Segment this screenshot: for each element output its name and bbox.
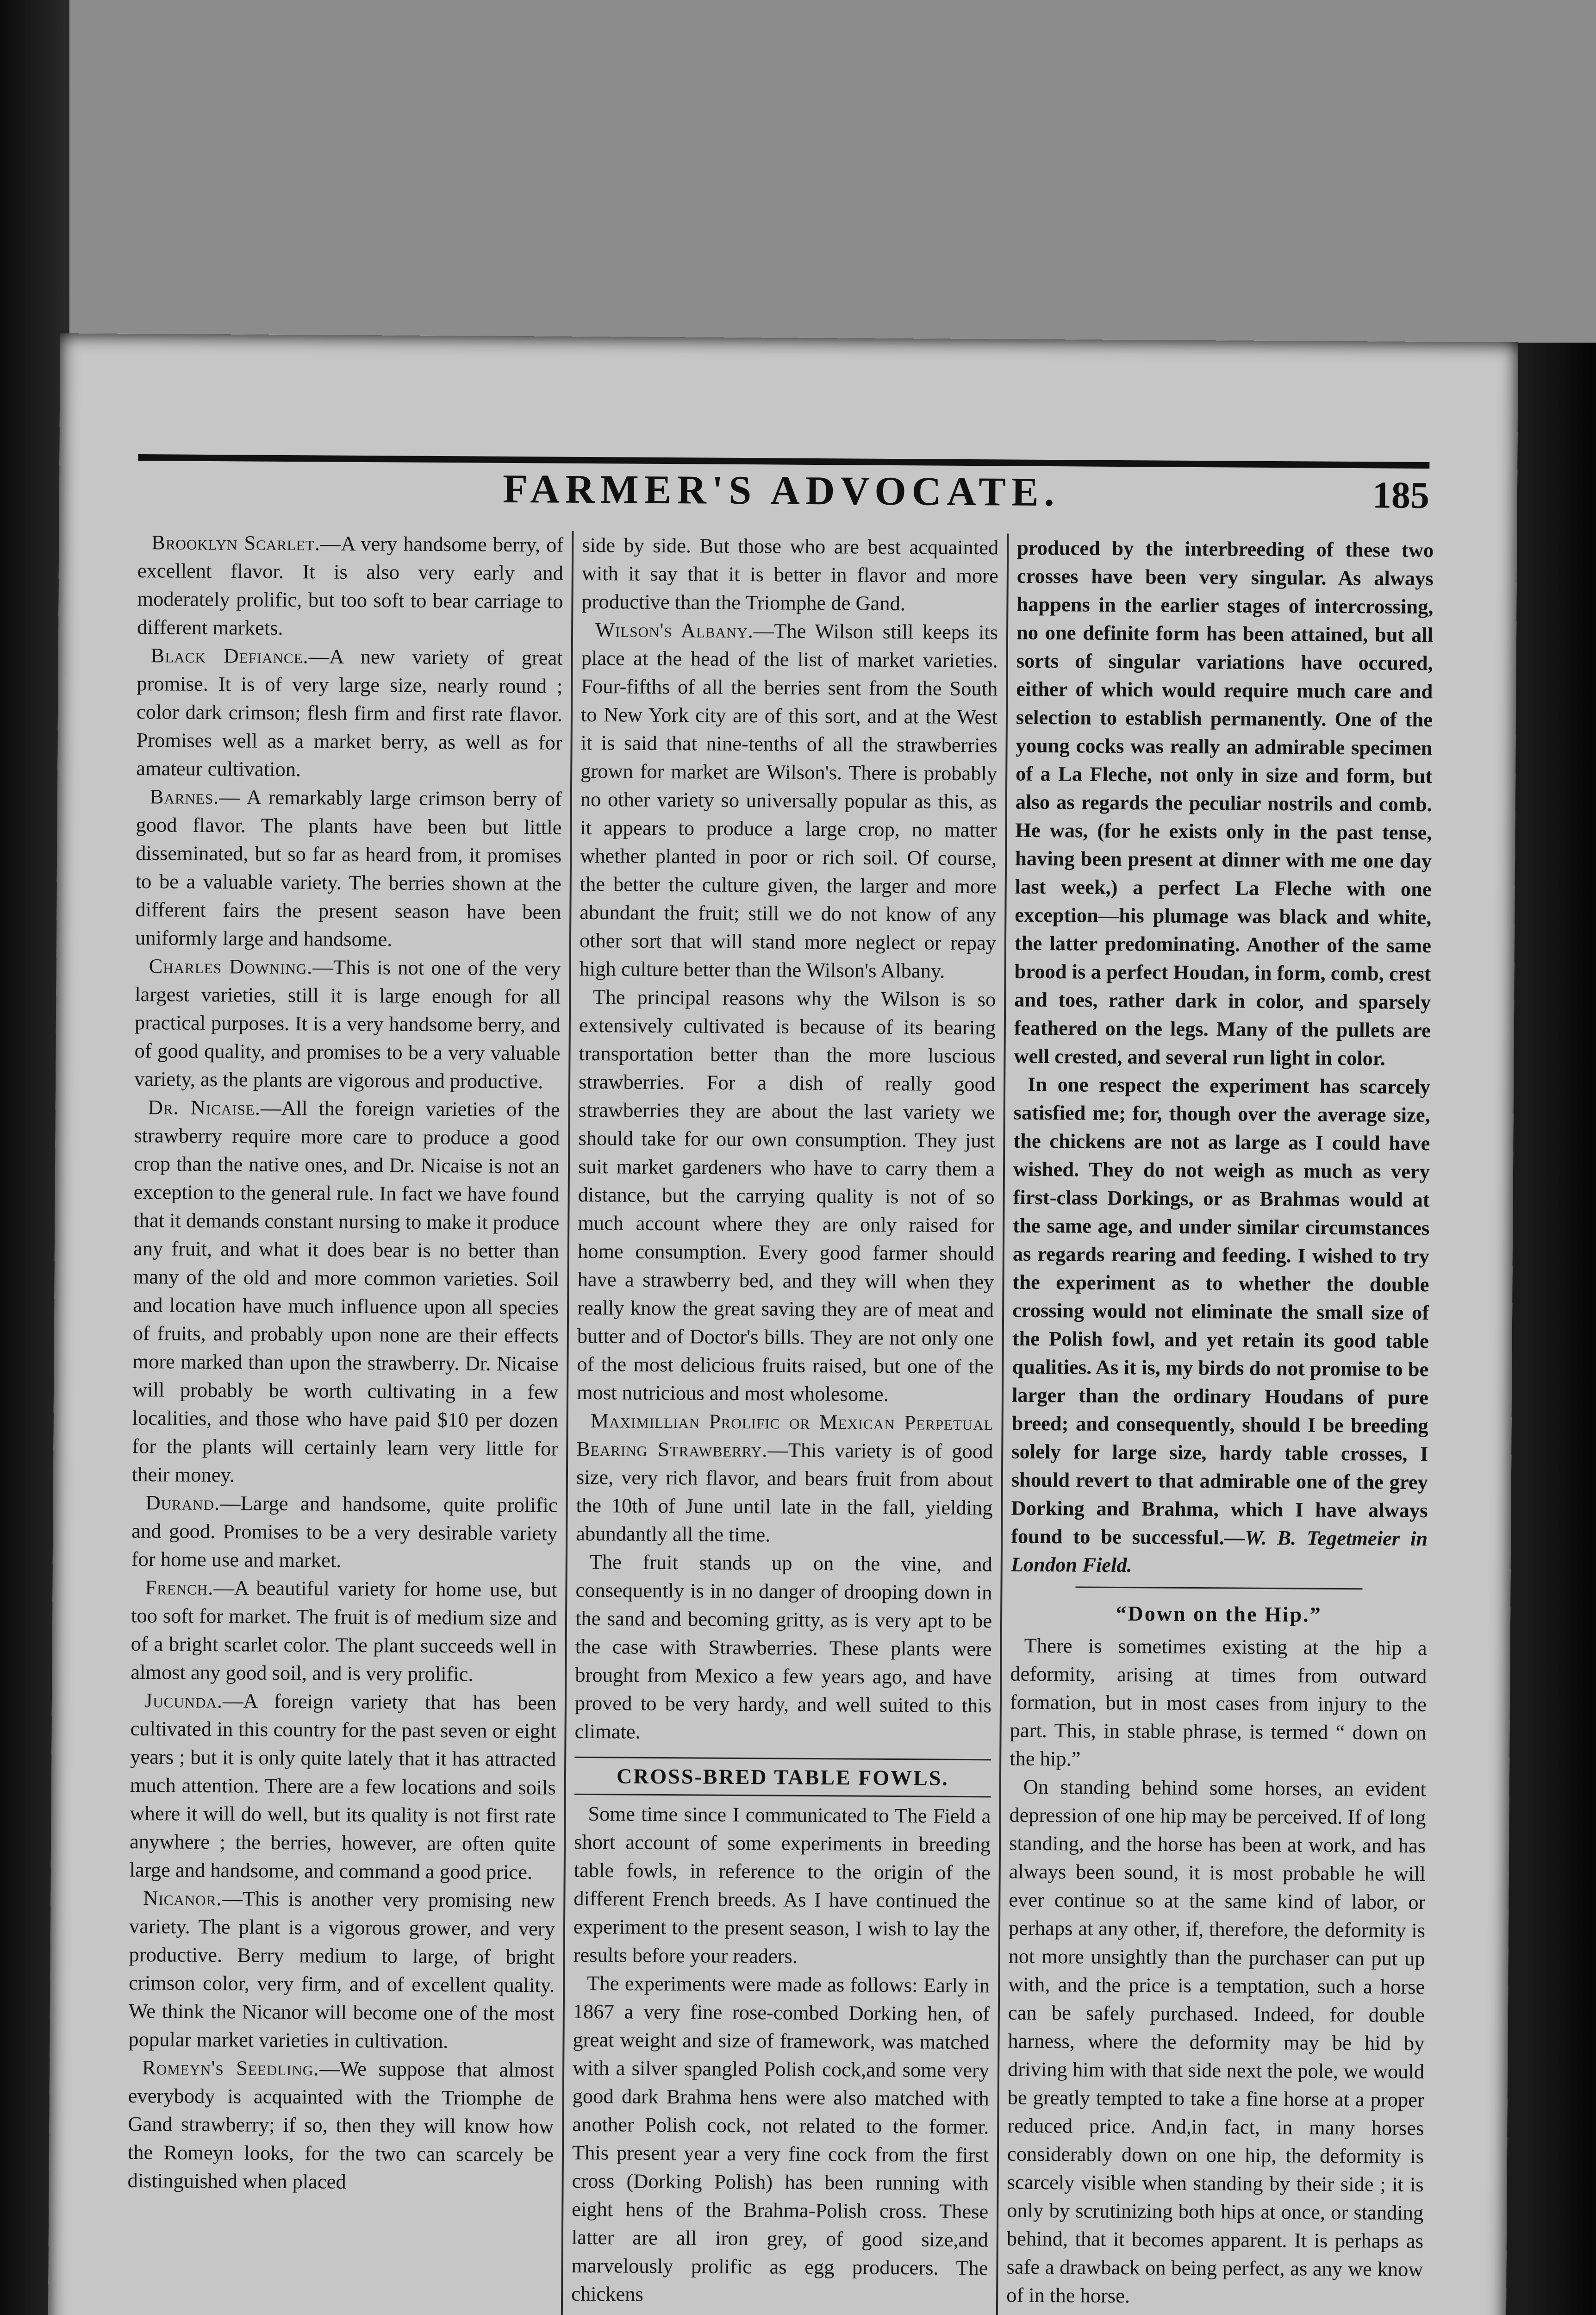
signature: W. B. Tegetmeier in London Field. <box>1010 1526 1428 1577</box>
paragraph: There is sometimes existing at the hip a deformity, arising at times from outward formation, but in most cases from injury to the part. This, in stable phrase, is termed “ down on the hip.” <box>1010 1633 1427 1771</box>
column-1 <box>125 528 563 2315</box>
paragraph-text: —A beautiful variety for home use, but too soft for market. The fruit is of medium size and of a bright scarlet color. The plant succeeds well in almost any good soil, and is very prolific. <box>131 1576 557 1686</box>
newspaper-page <box>46 333 1518 2315</box>
paragraph: Some time since I communicated to The Field a short account of some experiments in breeding table fowls, in reference to the origin of the different French breeds. As I have continued the experiment to the present season, I wish to lay the results before your readers. <box>573 1802 991 1968</box>
variety-name: Charles Downing. <box>149 954 313 979</box>
paragraph-text: —A foreign variety that has been cultivated in this country for the past seven or eight years ; but it is only quite lately that it has attracted much attention. There are a few locations and soils where it will do well, but its quality is not first rate anywhere ; the berries, however, are often quite large and handsome, and command a good price. <box>129 1689 557 1884</box>
paragraph <box>131 1489 558 1576</box>
paragraph <box>1011 1070 1431 1581</box>
variety-name: Durand. <box>145 1491 220 1515</box>
variety-name: Maximillian Prolific or Mexican Perpetual Bearing Strawberry. <box>576 1409 993 1462</box>
variety-name: French. <box>145 1576 214 1600</box>
variety-name: Wilson's Albany. <box>595 618 754 643</box>
paragraph: The fruit stands up on the vine, and consequently is in no danger of drooping down in the sand and becoming gritty, as is very apt to be the case with Strawberries. These plants were brought from Mexico a few years ago, and have proved to be very hardy, and well suited to this climate. <box>574 1550 992 1743</box>
article-heading: “Down on the Hip.” <box>1116 1601 1322 1627</box>
paragraph: The experiments were made as follows: Early in 1867 a very fine rose-combed Dorking hen, of great weight and size of framework, was matched with a silver spangled Polish cock,and some very good dark Brahma hens were also matched with another Polish cock, not related to the former. This present year a very fine cock from the first cross (Dorking Polish) has been running with eight hens of the Brahma-Polish cross. These latter are all iron grey, of good size,and marvelously prolific as egg producers. The chickens <box>571 1971 990 2306</box>
paragraph-text: —This variety is of good size, very rich flavor, and bears fruit from about the 10th of June until late in the fall, yielding abundantly all the time. <box>576 1438 993 1546</box>
paragraph-text: —This is another very promising new variety. The plant is a vigorous grower, and very productive. Berry medium to large, of bright crimson color, very firm, and of excellent quality. We think the Nicanor will become one of the most popular market varieties in cultivation. <box>128 1887 555 2053</box>
paragraph-text: —Large and handsome, quite prolific and good. Promises to be a very desirable variety for home use and market. <box>131 1491 558 1572</box>
variety-name: Dr. Nicaise. <box>148 1095 261 1120</box>
paragraph-text: —We suppose that almost everybody is acquainted with the Triomphe de Gand strawberry; if so, then they will know how the Romeyn looks, for the two can scarcely be distinguished when placed <box>127 2057 555 2193</box>
paragraph <box>579 616 998 985</box>
variety-name: Nicanor. <box>143 1886 222 1910</box>
paragraph-text: —The Wilson still keeps its place at the head of the list of market varieties. Four-fifths of all the berries sent from the South to New York city are of this sort, and at the West it is said that nine-tenths of all the strawberries grown for market are Wilson's. There is probably no other variety so universally popular as this, as it appears to produce a large crop, no matter whether planted in poor or rich soil. Of course, the better the culture given, the larger and more abundant the fruit; still we do not know of any other sort that will stand more neglect or repay high culture better than the Wilson's Albany. <box>579 619 998 982</box>
paragraph: On standing behind some horses, an evident depression of one hip may be perceived. If of long standing, and the horse has been at work, and has always been sound, it is most probable he will ever continue so at the same kind of labor, or perhaps at any other, if, therefore, the deformity is not more unsightly than the purchaser can put up with, and the price is a temptation, such a horse can be safely purchased. Indeed, for double harness, where the deformity may be hid by driving him with that side next the pole, we would be greatly tempted to take a fine horse at a proper reduced price. And,in fact, in many horses considerably down on one hip, the deformity is scarcely visible when standing by their side ; it is only by scrutinizing both hips at once, or standing behind, that it becomes apparent. It is perhaps as safe a drawback on being perfect, as any we know of in the horse. <box>1006 1775 1427 2308</box>
variety-name: Barnes. <box>150 785 219 809</box>
paragraph: side by side. But those who are best acquainted with it say that it is better in flavor and more productive than the Triomphe de Gand. <box>581 533 999 615</box>
paragraph <box>127 2053 554 2197</box>
article-heading: CROSS-BRED TABLE FOWLS. <box>574 1757 991 1797</box>
paragraph-text: —All the foreign varieties of the strawberry require more care to produce a good crop than the native ones, and Dr. Nicaise is not an exception to the general rule. In fact we have found that it demands constant nursing to make it produce any fruit, and what it does bear is no better than many of the old and more common varieties. Soil and location have much influence upon all species of fruits, and probably upon none are their effects more marked than upon the strawberry. Dr. Nicaise will probably be worth cultivating in a few localities, and those who have paid $10 per dozen for the plants will certainly learn very little for their money. <box>131 1096 560 1487</box>
paragraph: The principal reasons why the Wilson is so extensively cultivated is because of its bearing transportation better than the more luscious strawberries. For a dish of really good strawberries they are about the last variety we should take for our own consumption. They just suit market gardeners who have to carry them a distance, but the carrying quality is not of so much account where they are only raised for home consumption. Every good farmer should have a strawberry bed, and they will when they really know the great saving they are of meat and butter and of Doctor's bills. They are not only one of the most delicious fruits raised, but one of the most nutricious and most wholesome. <box>576 985 996 1406</box>
paragraph <box>136 641 563 785</box>
paragraph-text: —This is not one of the very largest varieties, still it is large enough for all practical purposes. It is a very handsome berry, and of good quality, and promises to be a very valuable variety, as the plants are vigorous and productive. <box>134 955 561 1093</box>
paragraph-text: In one respect the experiment has scarcely satisfied me; for, though over the average size, the chickens are not as large as I could have wished. They do not weigh as much as very first-class Dorkings, or as Brahmas would at the same age, and under similar circumstances as regards rearing and feeding. I wished to try the experiment as to whether the double crossing would not eliminate the small size of the Polish fowl, and yet retain its good table qualities. As it is, my birds do not promise to be larger than the ordinary Houdans of pure breed; and consequently, should I be breeding solely for large size, hardy table crosses, I should revert to that admirable one of the grey Dorking and Brahma, which I have always found to be successful.— <box>1011 1072 1431 1549</box>
column-2 <box>570 531 998 2315</box>
paragraph-text: —A very handsome berry, of excellent flavor. It is also very early and moderately prolific, but too soft to bear carriage to different markets. <box>137 532 564 639</box>
previous-page-edge <box>69 0 1596 343</box>
variety-name: Brooklyn Scarlet. <box>151 531 321 555</box>
paragraph <box>128 1884 555 2056</box>
page-number: 185 <box>1372 474 1430 517</box>
paragraph <box>576 1407 993 1550</box>
masthead: FARMER'S ADVOCATE. <box>502 466 1060 515</box>
variety-name: Black Defiance. <box>150 644 309 668</box>
paragraph: produced by the interbreeding of these two crosses have been very singular. As always happens in the earlier stages of intercrossing, no one definite form has been attained, but all sorts of singular variations have occured, either of which would require much care and selection to establish permanently. One of the young cocks was really an admirable specimen of a La Fleche, not only in size and form, but also as regards the peculiar nostrils and comb. He was, (for he exists only in the past tense, having been present at dinner with me one day last week,) a perfect La Fleche with one exception—his plumage was black and white, the latter predominating. Another of the same brood is a perfect Houdan, in form, comb, crest and toes, rather dark in color, and sparsely feathered on the legs. Many of the pullets are well crested, and several run light in color. <box>1014 536 1434 1070</box>
paragraph <box>134 952 561 1096</box>
paragraph <box>137 528 563 644</box>
paragraph <box>132 1093 560 1491</box>
section-divider <box>1075 1586 1362 1589</box>
paragraph <box>130 1686 557 1887</box>
paragraph-text: — A remarkably large crimson berry of good flavor. The plants have been but little disseminated, but so far as heard from, it promises to be a valuable variety. The berries shown at the different fairs the present season have been uniformly large and handsome. <box>135 785 562 951</box>
column-rule <box>560 531 574 2315</box>
header-rule <box>138 454 1429 469</box>
paragraph-text: —A new variety of great promise. It is of very large size, nearly round ; color dark crimson; flesh firm and first rate flavor. Promises well as a market berry, as well as for amateur cultivation. <box>136 644 563 781</box>
variety-name: Romeyn's Seedling. <box>142 2056 319 2080</box>
variety-name: Jucunda. <box>144 1689 223 1713</box>
paragraph <box>131 1573 557 1689</box>
column-rule <box>995 534 1009 2315</box>
column-3 <box>1005 534 1434 2315</box>
paragraph <box>135 782 562 955</box>
